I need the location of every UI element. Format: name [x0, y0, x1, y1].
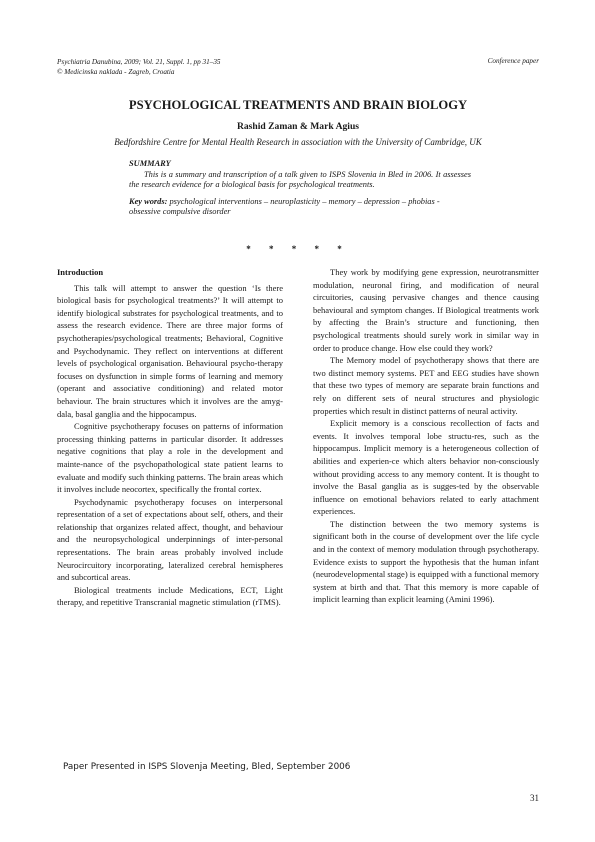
left-column: [57, 266, 283, 609]
body-paragraph: The distinction between the two memory systems is significant both in the course of development over the life cycle and in the context of memory modulation through psychotherapy. Evidence exists to support the hypothesis that the human infant (neurodevelopmental stage) is equipped with a functional memory system at birth and that. That this memory is more capable of implicit learning than explicit learning (Amini 1996).: [313, 518, 539, 605]
page-number: 31: [530, 793, 539, 803]
publisher-line: © Medicinska naklada - Zagreb, Croatia: [57, 68, 175, 76]
presentation-note: Paper Presented in ISPS Slovenja Meeting, Bled, September 2006: [63, 762, 351, 772]
body-paragraph: This talk will attempt to answer the question ‘Is there biological basis for psychological treatments?’ It will attempt to identify biological substrates for psychological treatments, and to assess the research evidence. There are three major forms of psychotherapies/psychological treatments; Behavioral, Cognitive and Psychodynamic. They reflect on interventions at different levels of psychological organisation. Behavioural psycho-therapy focuses on dysfunction in simple forms of learning and memory (operant and associative conditioning) and related motor behaviour. The brain structures which it involves are the amyg-dala, basal ganglia and the hippocampus.: [57, 282, 283, 419]
journal-citation: Psychiatria Danubina, 2009; Vol. 21, Suppl. 1, pp 31–35: [57, 58, 221, 66]
body-paragraph: The Memory model of psychotherapy shows that there are two distinct memory systems. PET and EEG studies have shown that these two types of memory are separate brain functions and rely on different sets of neural structures and physiologic properties which result in distinct patterns of neural activity.: [313, 355, 539, 416]
paper-title: PSYCHOLOGICAL TREATMENTS AND BRAIN BIOLOGY: [128, 98, 468, 112]
right-column: [313, 266, 539, 606]
introduction-heading: Introduction: [57, 267, 104, 277]
keywords-list: psychological interventions – neuroplasticity – memory – depression – phobias - obsessive compulsive disorder: [129, 196, 440, 217]
summary-block: [129, 159, 471, 218]
section-separator: * * * * *: [246, 244, 350, 254]
body-paragraph: Explicit memory is a conscious recollection of facts and events. It involves temporal lobe structu-res, such as the hippocampus. Implicit memory is a heterogeneous collection of abilities and experien-ce which alters behavior non-consciously without providing access to any memory content. It is thought to involve the Basal ganglia as is sugges-ted by the observable influence on emotional behaviors related to early attachment experiences.: [313, 418, 539, 517]
paper-type-label: Conference paper: [487, 57, 539, 65]
body-paragraph: Psychodynamic psychotherapy focuses on interpersonal representation of a set of expectations about self, others, and their relationship that organizes related affect, thought, and behaviour and the neuropsychological underpinnings of inter-personal representations. The brain areas probably involved include Neurocircuitory incorporating, lateralized cerebral hemispheres and subcortical areas.: [57, 496, 283, 583]
summary-heading: SUMMARY: [129, 159, 171, 168]
keywords-label: Key words:: [129, 196, 168, 206]
keywords-line: [129, 197, 471, 218]
body-paragraph: They work by modifying gene expression, neurotransmitter modulation, neuronal firing, and modification of neural circuitories, causing pervasive changes and thence causing behavioural and symptom changes. If Biological treatments work by affecting the Brain’s structure and functioning, then psychological treatments should surely work in similar way in order to produce change. How else could they work?: [313, 267, 539, 353]
body-paragraph: Biological treatments include Medications, ECT, Light therapy, and repetitive Transcranial magnetic stimulation (rTMS).: [57, 584, 283, 608]
summary-text: This is a summary and transcription of a talk given to ISPS Slovenia in Bled in 2006. It assesses the research evidence for a biological basis for psychological treatments.: [129, 169, 471, 190]
author-affiliation: Bedfordshire Centre for Mental Health Research in association with the University of Cambridge, UK: [114, 137, 482, 147]
body-paragraph: Cognitive psychotherapy focuses on patterns of information processing thinking patterns in particular disorder. It addresses negative cognitions that play a role in the development and mainte-nance of the psychopathological state patient learns to evaluate and modify such thinking patterns. The brain areas which it involves include neocortex, specifically the frontal cortex.: [57, 421, 283, 495]
paper-authors: Rashid Zaman & Mark Agius: [236, 121, 360, 132]
journal-header: [57, 57, 221, 77]
